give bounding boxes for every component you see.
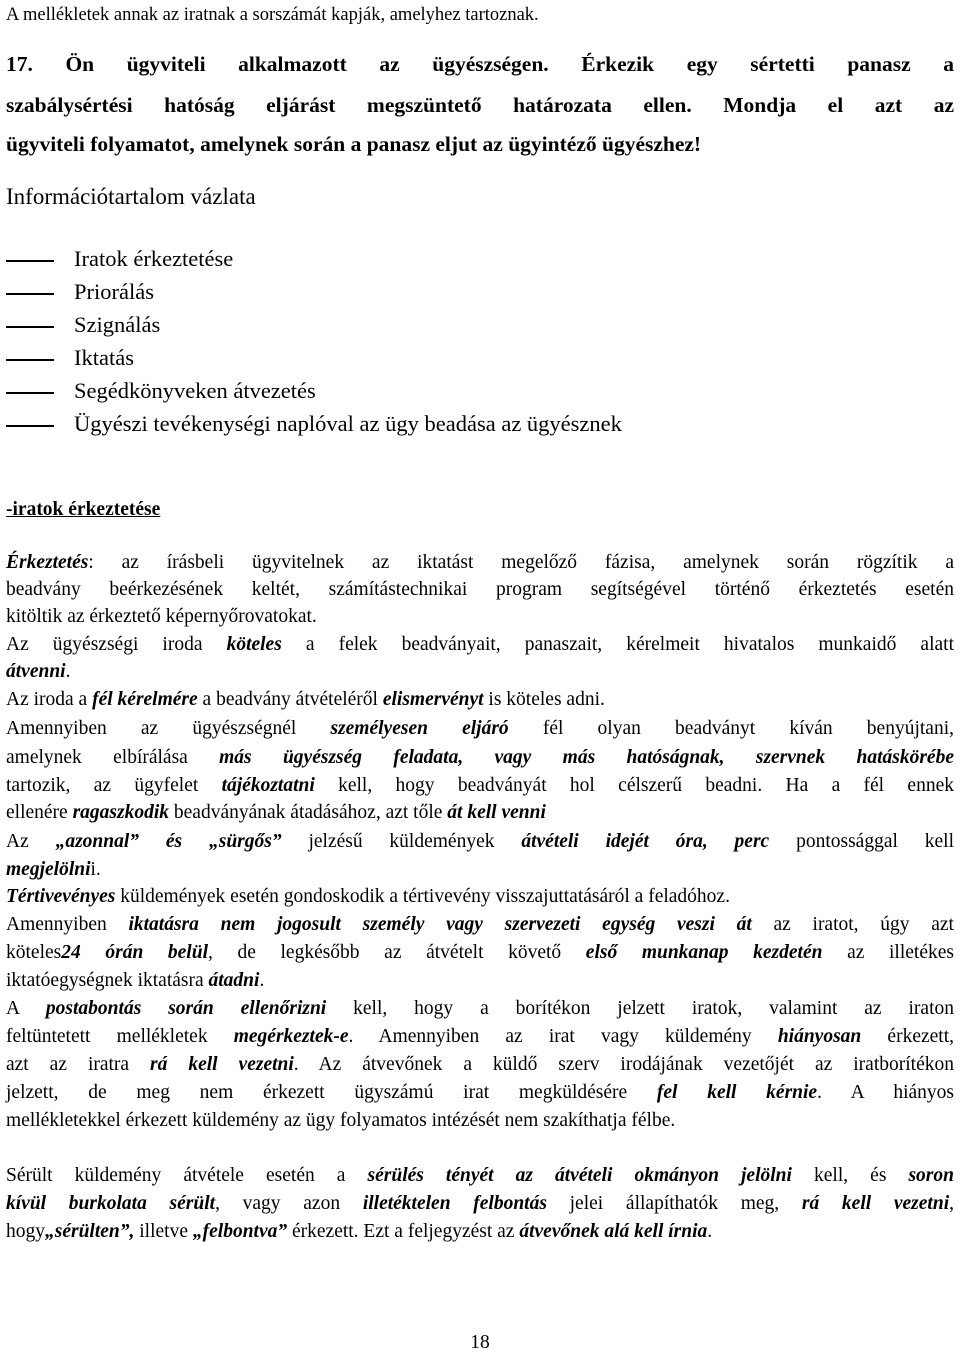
paragraph-line: átvenni. [6,661,71,682]
outline-item: Iktatás [6,341,954,374]
paragraph-line: Amennyiben iktatásra nem jogosult személy vagy szervezeti egység veszi át az iratot, úgy azt [6,914,954,935]
outline-item: Ügyészi tevékenységi naplóval az ügy beadása az ügyésznek [6,407,954,440]
paragraph-line: ellenére ragaszkodik beadványának átadásához, azt tőle át kell venni [6,802,546,823]
paragraph-line: mellékletekkel érkezett küldemény az ügy folyamatos intézését nem szakíthatja félbe. [6,1110,676,1131]
paragraph-line: amelynek elbírálása más ügyészség feladata, vagy más hatóságnak, szervnek hatáskörébe [6,747,954,768]
paragraph-line: Sérült küldemény átvétele esetén a sérülés tényét az átvételi okmányon jelölni kell, és soron [6,1165,954,1186]
paragraph-line: Érkeztetés: az írásbeli ügyvitelnek az iktatást megelőző fázisa, amelynek során rögzítik a [6,552,954,573]
paragraph-line: Az iroda a fél kérelmére a beadvány átvételéről elismervényt is köteles adni. [6,689,605,710]
section-heading: -iratok érkeztetése [6,499,161,520]
paragraph-line: beadvány beérkezésének keltét, számítástechnikai program segítségével történő érkeztetés esetén [6,579,954,600]
outline-item: Priorálás [6,275,954,308]
dash-bullet-icon [6,359,54,361]
outline-item: Iratok érkeztetése [6,242,954,275]
outline-list [6,242,954,440]
question-line-3: ügyviteli folyamatot, amelynek során a panasz eljut az ügyintéző ügyészhez! [6,132,702,156]
paragraph-line: tartozik, az ügyfelet tájékoztatni kell, hogy beadványát hol célszerű beadni. Ha a fél ennek [6,775,954,796]
page-number: 18 [470,1332,490,1353]
paragraph-line: feltüntetett mellékletek megérkeztek-e. Amennyiben az irat vagy küldemény hiányosan érkezett, [6,1026,954,1047]
paragraph-line: Az „azonnal” és „sürgős” jelzésű küldemények átvételi idejét óra, perc pontossággal kell [6,831,954,852]
question-line-1: 17. Ön ügyviteli alkalmazott az ügyészségen. Érkezik egy sértetti panasz a [6,52,954,76]
paragraph-line: kívül burkolata sérült, vagy azon illetéktelen felbontás jelei állapíthatók meg, rá kell vezetni, [6,1193,954,1214]
document-page [6,0,954,1356]
paragraph-line: köteles24 órán belül, de legkésőbb az átvételt követő első munkanap kezdetén az illetékes [6,942,954,963]
paragraph-line: megjelölnii. [6,859,101,880]
paragraph-line: jelzett, de meg nem érkezett ügyszámú irat megküldésére fel kell kérnie. A hiányos [6,1082,954,1103]
outline-title: Információtartalom vázlata [6,184,256,209]
dash-bullet-icon [6,392,54,394]
paragraph-line: iktatóegységnek iktatásra átadni. [6,970,265,991]
dash-bullet-icon [6,425,54,427]
paragraph-line: azt az iratra rá kell vezetni. Az átvevőnek a küldő szerv irodájának vezetőjét az iratborítékon [6,1054,954,1075]
paragraph-line: A postabontás során ellenőrizni kell, hogy a borítékon jelzett iratok, valamint az iraton [6,998,954,1019]
paragraph-line: hogy„sérülten”, illetve „felbontva” érkezett. Ezt a feljegyzést az átvevőnek alá kell írnia. [6,1221,713,1242]
dash-bullet-icon [6,326,54,328]
question-line-2: szabálysértési hatóság eljárást megszüntető határozata ellen. Mondja el azt az [6,93,954,117]
intro-line: A mellékletek annak az iratnak a sorszámát kapják, amelyhez tartoznak. [6,5,539,25]
dash-bullet-icon [6,293,54,295]
outline-item: Szignálás [6,308,954,341]
paragraph-line: Az ügyészségi iroda köteles a felek beadványait, panaszait, kérelmeit hivatalos munkaidő alatt [6,634,954,655]
dash-bullet-icon [6,260,54,262]
paragraph-line: Amennyiben az ügyészségnél személyesen eljáró fél olyan beadványt kíván benyújtani, [6,718,954,739]
paragraph-line: Tértivevényes küldemények esetén gondoskodik a tértivevény visszajuttatásáról a feladóhoz. [6,886,730,907]
paragraph-line: kitöltik az érkeztető képernyőrovatokat. [6,606,317,627]
outline-item: Segédkönyveken átvezetés [6,374,954,407]
